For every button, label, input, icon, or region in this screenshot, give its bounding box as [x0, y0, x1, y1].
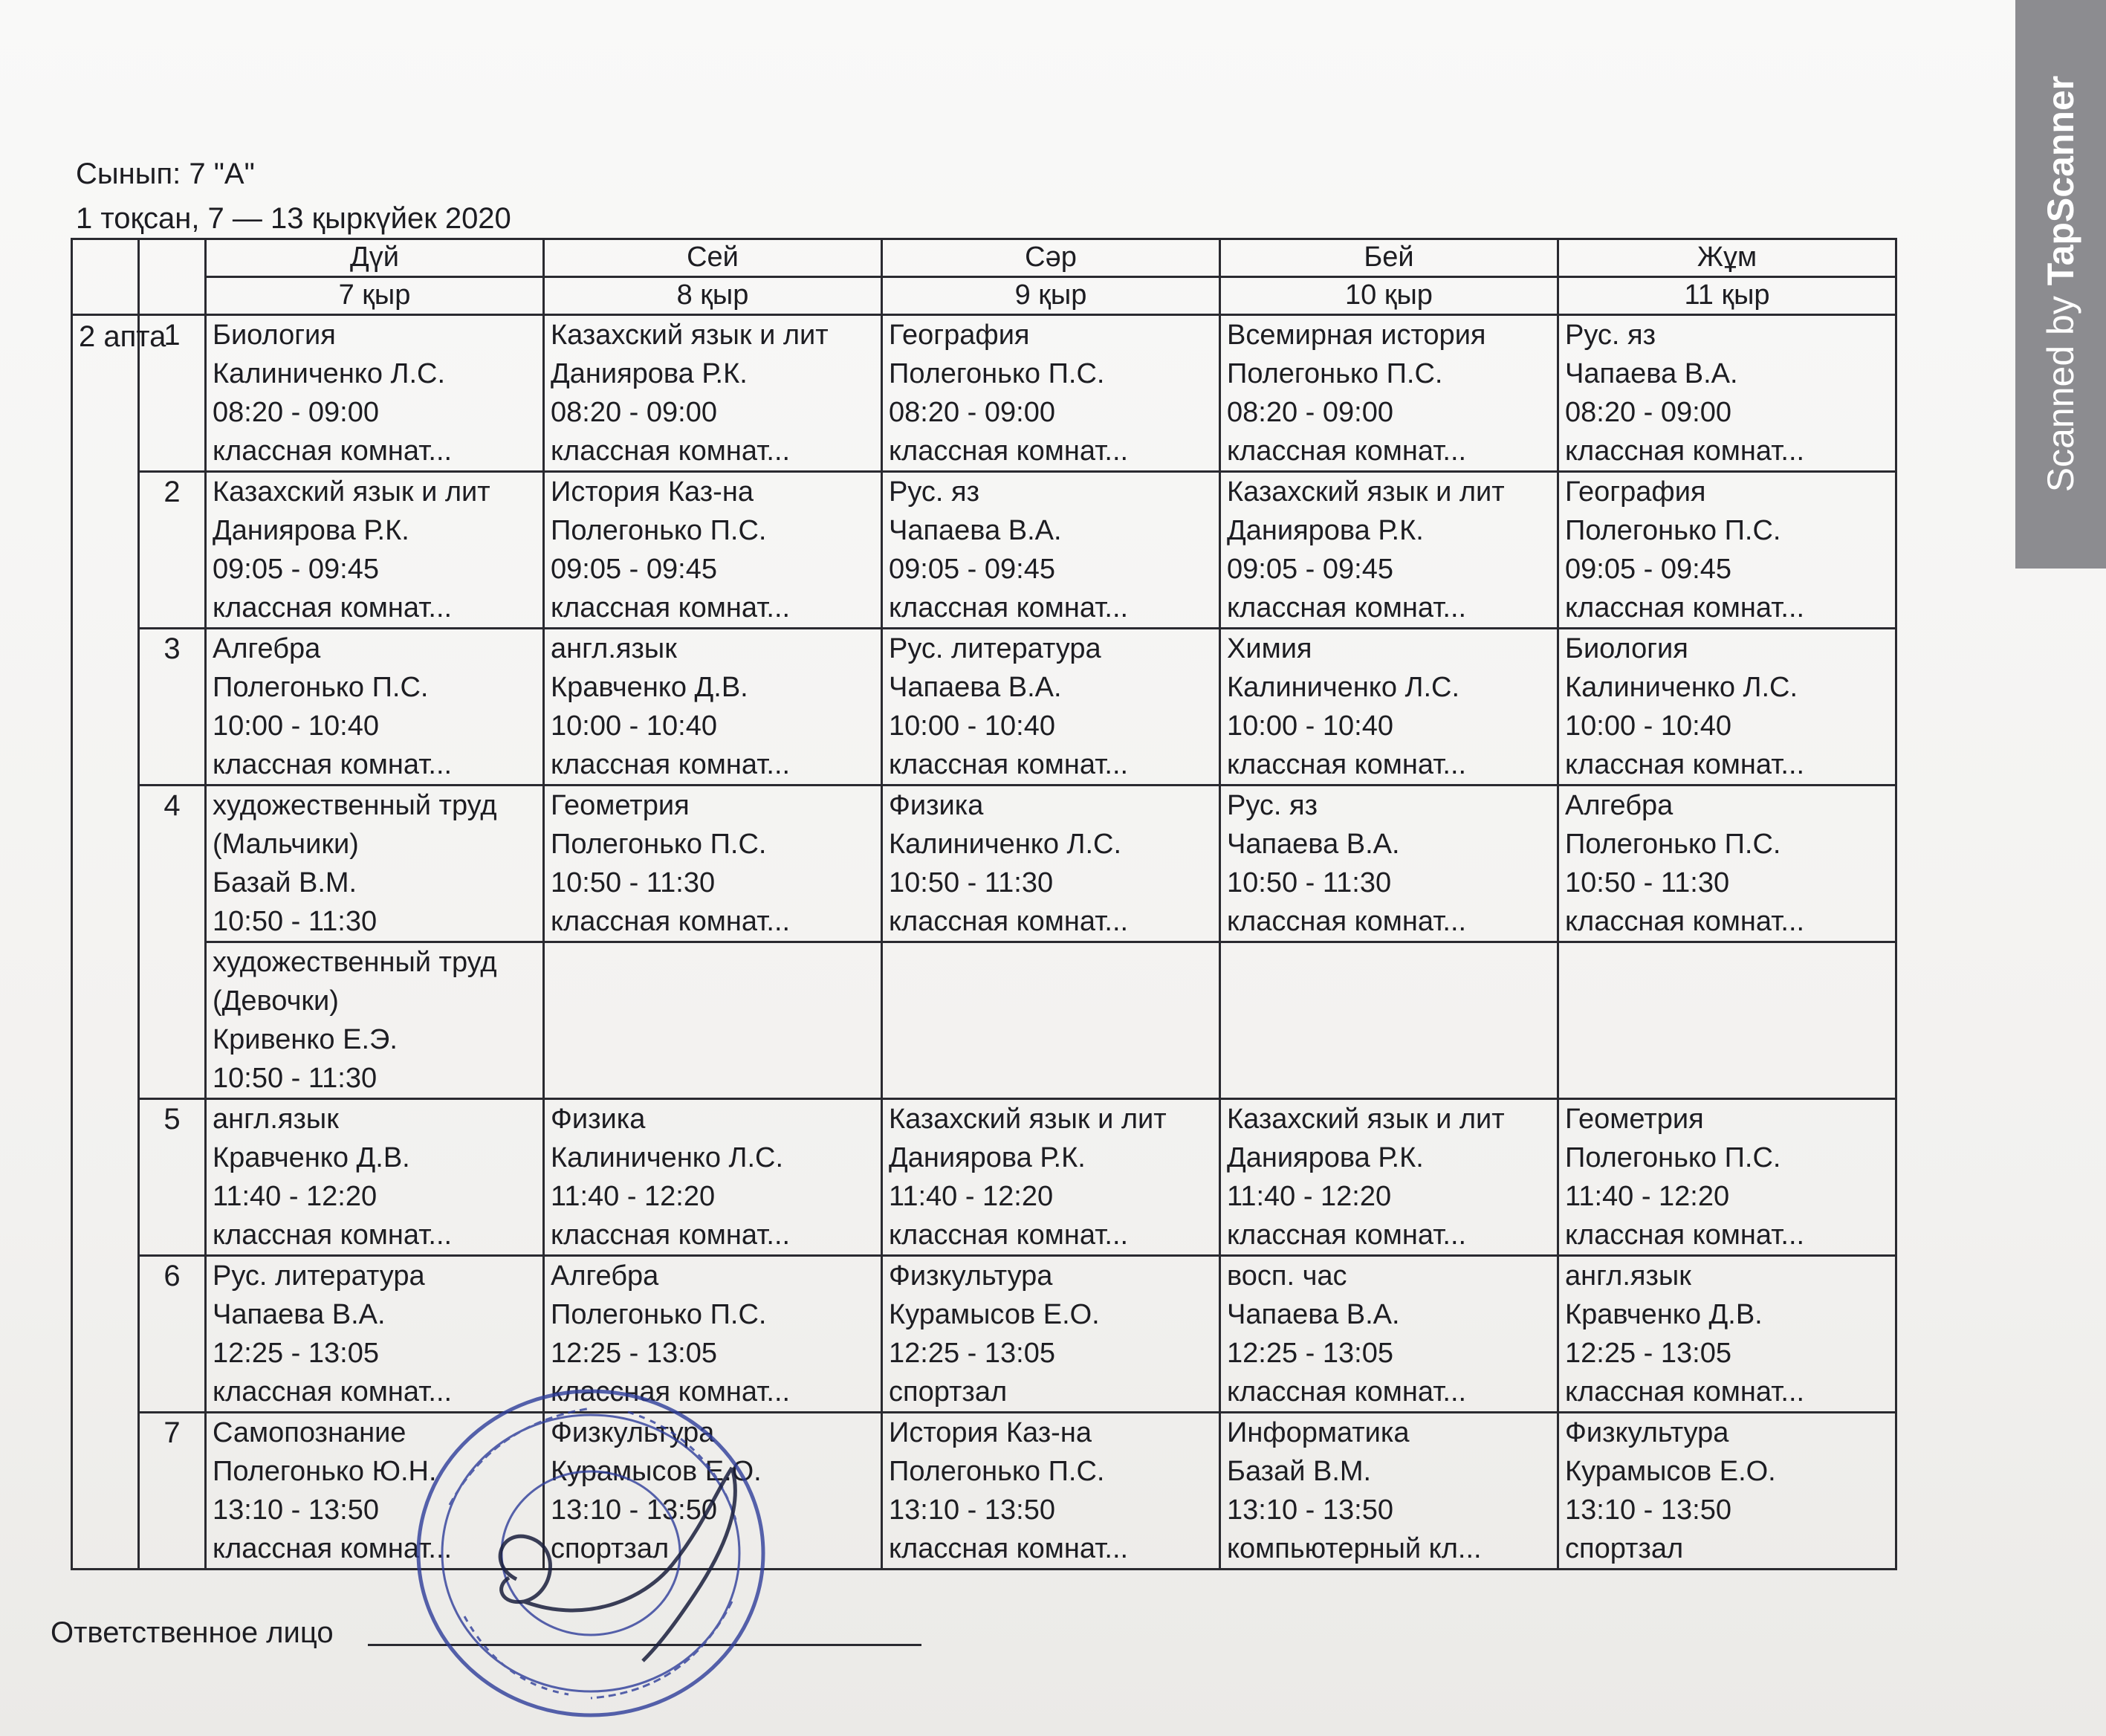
lesson-line: Полегонько П.С.	[1565, 515, 1781, 546]
lesson-line: 13:10 - 13:50	[1565, 1494, 1731, 1526]
lesson-line: Кравченко Д.В.	[213, 1142, 410, 1173]
lesson-line: 11:40 - 12:20	[551, 1181, 716, 1212]
lesson-line: 11:40 - 12:20	[1227, 1181, 1392, 1212]
day-name: Сей	[544, 239, 882, 277]
lesson-cell	[1220, 315, 1558, 472]
empty-cell	[1220, 942, 1558, 1099]
lesson-line: классная комнат...	[551, 435, 791, 467]
lesson-line: Даниярова Р.К.	[889, 1142, 1086, 1173]
lesson-line: 10:00 - 10:40	[551, 710, 717, 742]
lesson-line: 10:00 - 10:40	[889, 710, 1055, 742]
day-date: 10 қыр	[1220, 277, 1558, 315]
lesson-line: Даниярова Р.К.	[1227, 515, 1424, 546]
lesson-row	[72, 1413, 1896, 1570]
day-date: 11 қыр	[1558, 277, 1896, 315]
lesson-line: 11:40 - 12:20	[889, 1181, 1054, 1212]
day-date: 9 қыр	[882, 277, 1220, 315]
lesson-row	[72, 786, 1896, 942]
lesson-line: Казахский язык и лит	[889, 1104, 1167, 1135]
lesson-line: восп. час	[1227, 1260, 1347, 1292]
lesson-line: Полегонько П.С.	[889, 358, 1105, 389]
day-name-row	[72, 239, 1896, 277]
lesson-line: классная комнат...	[551, 749, 791, 780]
lesson-number: 6	[139, 1256, 206, 1413]
lesson-cell	[1220, 1256, 1558, 1413]
lesson-line: Алгебра	[213, 633, 321, 664]
lesson-line: классная комнат...	[1565, 1376, 1805, 1408]
lesson-line: классная комнат...	[213, 1376, 453, 1408]
lesson-cell	[1220, 1099, 1558, 1256]
lesson-line: Калиниченко Л.С.	[213, 358, 446, 389]
lesson-cell	[882, 786, 1220, 942]
week-label: 2 апта	[72, 315, 139, 1570]
lesson-line: 10:50 - 11:30	[213, 1063, 378, 1094]
lesson-cell	[1220, 1413, 1558, 1570]
day-date: 7 қыр	[206, 277, 544, 315]
lesson-line: 09:05 - 09:45	[1565, 554, 1731, 585]
lesson-line: 08:20 - 09:00	[551, 397, 717, 428]
lesson-line: классная комнат...	[1565, 749, 1805, 780]
lesson-cell	[1558, 1099, 1896, 1256]
lesson-line: 08:20 - 09:00	[1565, 397, 1731, 428]
lesson-line: классная комнат...	[889, 906, 1129, 937]
lesson-line: англ.язык	[551, 633, 677, 664]
lesson-cell	[544, 315, 882, 472]
lesson-cell	[206, 315, 544, 472]
class-title: Сынып: 7 "А"	[76, 158, 255, 190]
lesson-number: 5	[139, 1099, 206, 1256]
lesson-number: 2	[139, 472, 206, 629]
lesson-line: Полегонько П.С.	[889, 1456, 1105, 1487]
lesson-line: Полегонько П.С.	[1565, 1142, 1781, 1173]
lesson-line: 09:05 - 09:45	[1227, 554, 1393, 585]
lesson-line: классная комнат...	[551, 592, 791, 624]
lesson-line: 09:05 - 09:45	[213, 554, 379, 585]
lesson-line: 08:20 - 09:00	[889, 397, 1055, 428]
lesson-line: Чапаева В.А.	[1565, 358, 1738, 389]
lesson-line: 10:00 - 10:40	[213, 710, 379, 742]
lesson-line: Полегонько П.С.	[1227, 358, 1443, 389]
lesson-line: Казахский язык и лит	[1227, 1104, 1505, 1135]
lesson-cell	[882, 472, 1220, 629]
round-stamp	[418, 1391, 763, 1715]
lesson-cell	[882, 1099, 1220, 1256]
lesson-cell	[1220, 786, 1558, 942]
lesson-line: классная комнат...	[1227, 435, 1467, 467]
lesson-line: классная комнат...	[889, 749, 1129, 780]
lesson-number: 1	[139, 315, 206, 472]
lesson-row	[72, 472, 1896, 629]
lesson-line: компьютерный кл...	[1227, 1533, 1482, 1564]
lesson-line: Рус. яз	[1227, 790, 1318, 821]
lesson-cell	[544, 629, 882, 786]
lesson-line: классная комнат...	[889, 592, 1129, 624]
lesson-line: Геометрия	[551, 790, 690, 821]
day-name: Дүй	[206, 239, 544, 277]
lesson-row-split	[72, 942, 1896, 1099]
lesson-cell	[1220, 629, 1558, 786]
lesson-line: 12:25 - 13:05	[551, 1338, 717, 1369]
lesson-line: 10:00 - 10:40	[1565, 710, 1731, 742]
lesson-line: Курамысов Е.О.	[889, 1299, 1100, 1330]
lesson-cell	[1558, 1256, 1896, 1413]
lesson-line: Физкультура	[551, 1417, 715, 1448]
lesson-line: Химия	[1227, 633, 1312, 664]
lesson-line: англ.язык	[1565, 1260, 1691, 1292]
lesson-line: Даниярова Р.К.	[213, 515, 409, 546]
watermark-brand: TapScanner	[2040, 75, 2081, 286]
lesson-row	[72, 1099, 1896, 1256]
lesson-line: Полегонько П.С.	[551, 1299, 767, 1330]
lesson-line: классная комнат...	[1227, 592, 1467, 624]
official-stamp-with-signature	[405, 1379, 791, 1735]
lesson-line: англ.язык	[213, 1104, 339, 1135]
lesson-line: классная комнат...	[1565, 592, 1805, 624]
lesson-line: История Каз-на	[889, 1417, 1092, 1448]
lesson-line: Базай В.М.	[213, 867, 357, 898]
lesson-line: Калиниченко Л.С.	[889, 829, 1122, 860]
lesson-cell	[1558, 1413, 1896, 1570]
lesson-line: 09:05 - 09:45	[551, 554, 717, 585]
lesson-line: Казахский язык и лит	[213, 476, 490, 508]
lesson-line: Чапаева В.А.	[1227, 1299, 1400, 1330]
lesson-cell	[1558, 472, 1896, 629]
lesson-line: Калиниченко Л.С.	[1565, 672, 1798, 703]
lesson-line: спортзал	[889, 1376, 1008, 1408]
lesson-line: 08:20 - 09:00	[213, 397, 379, 428]
lesson-line: Кравченко Д.В.	[551, 672, 748, 703]
lesson-line: География	[1565, 476, 1706, 508]
lesson-line: Всемирная история	[1227, 320, 1486, 351]
lesson-cell	[882, 629, 1220, 786]
lesson-line: Биология	[1565, 633, 1688, 664]
lesson-line: Рус. литература	[213, 1260, 425, 1292]
lesson-cell	[882, 1256, 1220, 1413]
lesson-line: Даниярова Р.К.	[551, 358, 748, 389]
lesson-line: Кравченко Д.В.	[1565, 1299, 1763, 1330]
lesson-cell	[206, 786, 544, 942]
lesson-line: География	[889, 320, 1030, 351]
lesson-line: спортзал	[1565, 1533, 1684, 1564]
lesson-line: художественный труд	[213, 947, 497, 978]
watermark-prefix: Scanned by	[2040, 285, 2081, 493]
lesson-line: Полегонько П.С.	[551, 829, 767, 860]
lesson-line: 08:20 - 09:00	[1227, 397, 1393, 428]
day-date-row	[72, 277, 1896, 315]
lesson-line: Даниярова Р.К.	[1227, 1142, 1424, 1173]
empty-cell	[1558, 942, 1896, 1099]
week-title: 1 тоқсан, 7 — 13 қыркүйек 2020	[76, 202, 511, 235]
lesson-cell	[544, 786, 882, 942]
lesson-row	[72, 629, 1896, 786]
lesson-line: Полегонько П.С.	[1565, 829, 1781, 860]
lesson-line: 10:00 - 10:40	[1227, 710, 1393, 742]
lesson-line: История Каз-на	[551, 476, 754, 508]
lesson-line: Казахский язык и лит	[551, 320, 829, 351]
lesson-line: классная комнат...	[1227, 1220, 1467, 1251]
lesson-line: Биология	[213, 320, 336, 351]
lesson-line: 13:10 - 13:50	[889, 1494, 1055, 1526]
lesson-line: Полегонько П.С.	[213, 672, 429, 703]
lesson-line: классная комнат...	[1565, 1220, 1805, 1251]
lesson-cell	[1558, 786, 1896, 942]
lesson-line: Полегонько Ю.Н.	[213, 1456, 437, 1487]
lesson-line: классная комнат...	[213, 1533, 453, 1564]
lesson-line: 10:50 - 11:30	[213, 906, 378, 937]
schedule-table	[71, 238, 1897, 1570]
lesson-line: Физкультура	[889, 1260, 1053, 1292]
lesson-line: Физкультура	[1565, 1417, 1729, 1448]
lesson-line: 13:10 - 13:50	[551, 1494, 717, 1526]
corner-cell	[139, 239, 206, 315]
lesson-line: 12:25 - 13:05	[213, 1338, 379, 1369]
lesson-line: классная комнат...	[551, 1376, 791, 1408]
lesson-line: классная комнат...	[1565, 906, 1805, 937]
corner-cell	[72, 239, 139, 315]
lesson-line: классная комнат...	[889, 435, 1129, 467]
lesson-cell	[206, 942, 544, 1099]
lesson-line: классная комнат...	[889, 1220, 1129, 1251]
lesson-line: 13:10 - 13:50	[213, 1494, 379, 1526]
lesson-line: Полегонько П.С.	[551, 515, 767, 546]
lesson-line: классная комнат...	[213, 749, 453, 780]
lesson-line: классная комнат...	[213, 1220, 453, 1251]
lesson-line: Чапаева В.А.	[1227, 829, 1400, 860]
lesson-cell	[544, 472, 882, 629]
lesson-line: 11:40 - 12:20	[213, 1181, 378, 1212]
lesson-line: классная комнат...	[1227, 749, 1467, 780]
lesson-line: Чапаева В.А.	[889, 672, 1062, 703]
lesson-number: 3	[139, 629, 206, 786]
lesson-cell	[882, 315, 1220, 472]
lesson-line: художественный труд	[213, 790, 497, 821]
lesson-line: Рус. яз	[1565, 320, 1656, 351]
lesson-line: 13:10 - 13:50	[1227, 1494, 1393, 1526]
lesson-line: Калиниченко Л.С.	[1227, 672, 1460, 703]
lesson-line: классная комнат...	[889, 1533, 1129, 1564]
day-date: 8 қыр	[544, 277, 882, 315]
lesson-line: Алгебра	[551, 1260, 659, 1292]
lesson-cell	[206, 472, 544, 629]
lesson-cell	[206, 1099, 544, 1256]
lesson-line: 12:25 - 13:05	[1227, 1338, 1393, 1369]
lesson-line: Базай В.М.	[1227, 1456, 1372, 1487]
lesson-line: 11:40 - 12:20	[1565, 1181, 1730, 1212]
lesson-cell	[206, 629, 544, 786]
lesson-row	[72, 315, 1896, 472]
lesson-line: 12:25 - 13:05	[1565, 1338, 1731, 1369]
lesson-line: 12:25 - 13:05	[889, 1338, 1055, 1369]
lesson-row	[72, 1256, 1896, 1413]
lesson-line: 09:05 - 09:45	[889, 554, 1055, 585]
lesson-cell	[1558, 315, 1896, 472]
lesson-cell	[1558, 629, 1896, 786]
lesson-line: 10:50 - 11:30	[889, 867, 1054, 898]
lesson-line: классная комнат...	[1565, 435, 1805, 467]
lesson-line: Калиниченко Л.С.	[551, 1142, 784, 1173]
day-name: Жұм	[1558, 239, 1896, 277]
lesson-cell	[1220, 472, 1558, 629]
lesson-cell	[882, 1413, 1220, 1570]
lesson-line: спортзал	[551, 1533, 670, 1564]
lesson-line: Самопознание	[213, 1417, 406, 1448]
lesson-line: (Мальчики)	[213, 829, 359, 860]
lesson-line: Физика	[551, 1104, 646, 1135]
lesson-line: Казахский язык и лит	[1227, 476, 1505, 508]
lesson-line: Кривенко Е.Э.	[213, 1024, 398, 1055]
lesson-line: классная комнат...	[551, 1220, 791, 1251]
lesson-line: (Девочки)	[213, 985, 339, 1017]
empty-cell	[882, 942, 1220, 1099]
lesson-line: классная комнат...	[1227, 1376, 1467, 1408]
lesson-line: Геометрия	[1565, 1104, 1704, 1135]
empty-cell	[544, 942, 882, 1099]
lesson-line: Курамысов Е.О.	[1565, 1456, 1776, 1487]
lesson-line: Рус. литература	[889, 633, 1101, 664]
day-name: Сәр	[882, 239, 1220, 277]
lesson-line: Курамысов Е.О.	[551, 1456, 762, 1487]
lesson-line: классная комнат...	[1227, 906, 1467, 937]
lesson-line: 10:50 - 11:30	[1565, 867, 1730, 898]
lesson-line: 10:50 - 11:30	[551, 867, 716, 898]
day-name: Бей	[1220, 239, 1558, 277]
lesson-number: 7	[139, 1413, 206, 1570]
lesson-number: 4	[139, 786, 206, 1099]
lesson-line: классная комнат...	[213, 592, 453, 624]
lesson-line: Чапаева В.А.	[889, 515, 1062, 546]
lesson-line: Информатика	[1227, 1417, 1410, 1448]
lesson-cell	[544, 1099, 882, 1256]
watermark-text	[2039, 76, 2082, 492]
lesson-line: 10:50 - 11:30	[1227, 867, 1392, 898]
lesson-line: классная комнат...	[213, 435, 453, 467]
lesson-line: Рус. яз	[889, 476, 980, 508]
lesson-line: Физика	[889, 790, 984, 821]
lesson-line: Алгебра	[1565, 790, 1674, 821]
lesson-line: классная комнат...	[551, 906, 791, 937]
responsible-person-label: Ответственное лицо	[51, 1616, 334, 1649]
lesson-line: Чапаева В.А.	[213, 1299, 386, 1330]
